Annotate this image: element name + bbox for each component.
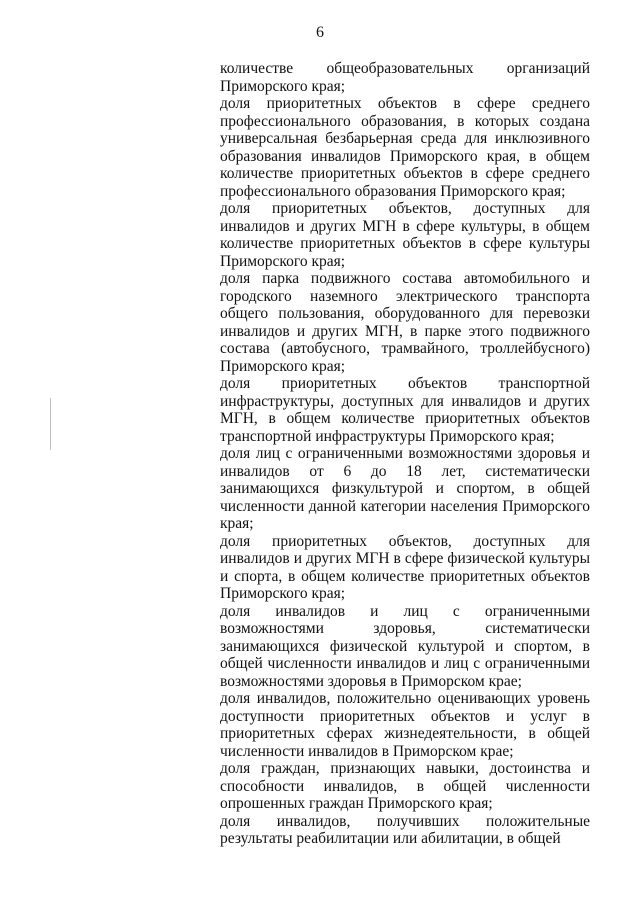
- paragraph: доля лиц с ограниченными возможностями здоровья и инвалидов от 6 до 18 лет, систематически занимающихся физкультурой и спортом, в общей численности данной категории населения Приморского края;: [220, 445, 590, 532]
- document-body: [220, 60, 590, 848]
- paragraph: доля приоритетных объектов в сфере среднего профессионального образования, в которых создана универсальная безбарьерная среда для инклюзивного образования инвалидов Приморского края, в общем количестве приоритетных объектов в сфере среднего профессионального образования Приморского края;: [220, 95, 590, 200]
- paragraph: доля приоритетных объектов, доступных для инвалидов и других МГН в сфере культуры, в общем количестве приоритетных объектов в сфере культуры Приморского края;: [220, 200, 590, 270]
- paragraph: доля граждан, признающих навыки, достоинства и способности инвалидов, в общей численности опрошенных граждан Приморского края;: [220, 760, 590, 812]
- margin-mark: [50, 398, 51, 450]
- paragraph: доля парка подвижного состава автомобильного и городского наземного электрического транспорта общего пользования, оборудованного для перевозки инвалидов и других МГН, в парке этого подвижного состава (автобусного, трамвайного, троллейбусного) Приморского края;: [220, 270, 590, 375]
- paragraph: доля приоритетных объектов транспортной инфраструктуры, доступных для инвалидов и других МГН, в общем количестве приоритетных объектов транспортной инфраструктуры Приморского края;: [220, 375, 590, 445]
- paragraph: доля инвалидов, получивших положительные результаты реабилитации или абилитации, в общей: [220, 812, 590, 847]
- paragraph: количестве общеобразовательных организаций Приморского края;: [220, 60, 590, 95]
- paragraph: доля инвалидов, положительно оценивающих уровень доступности приоритетных объектов и услуг в приоритетных сферах жизнедеятельности, в общей численности инвалидов в Приморском крае;: [220, 690, 590, 760]
- page-number: 6: [316, 24, 324, 41]
- paragraph: доля приоритетных объектов, доступных для инвалидов и других МГН в сфере физической культуры и спорта, в общем количестве приоритетных объектов Приморского края;: [220, 532, 590, 602]
- paragraph: доля инвалидов и лиц с ограниченными возможностями здоровья, систематически занимающихся физической культурой и спортом, в общей численности инвалидов и лиц с ограниченными возможностями здоровья в Приморском крае;: [220, 602, 590, 690]
